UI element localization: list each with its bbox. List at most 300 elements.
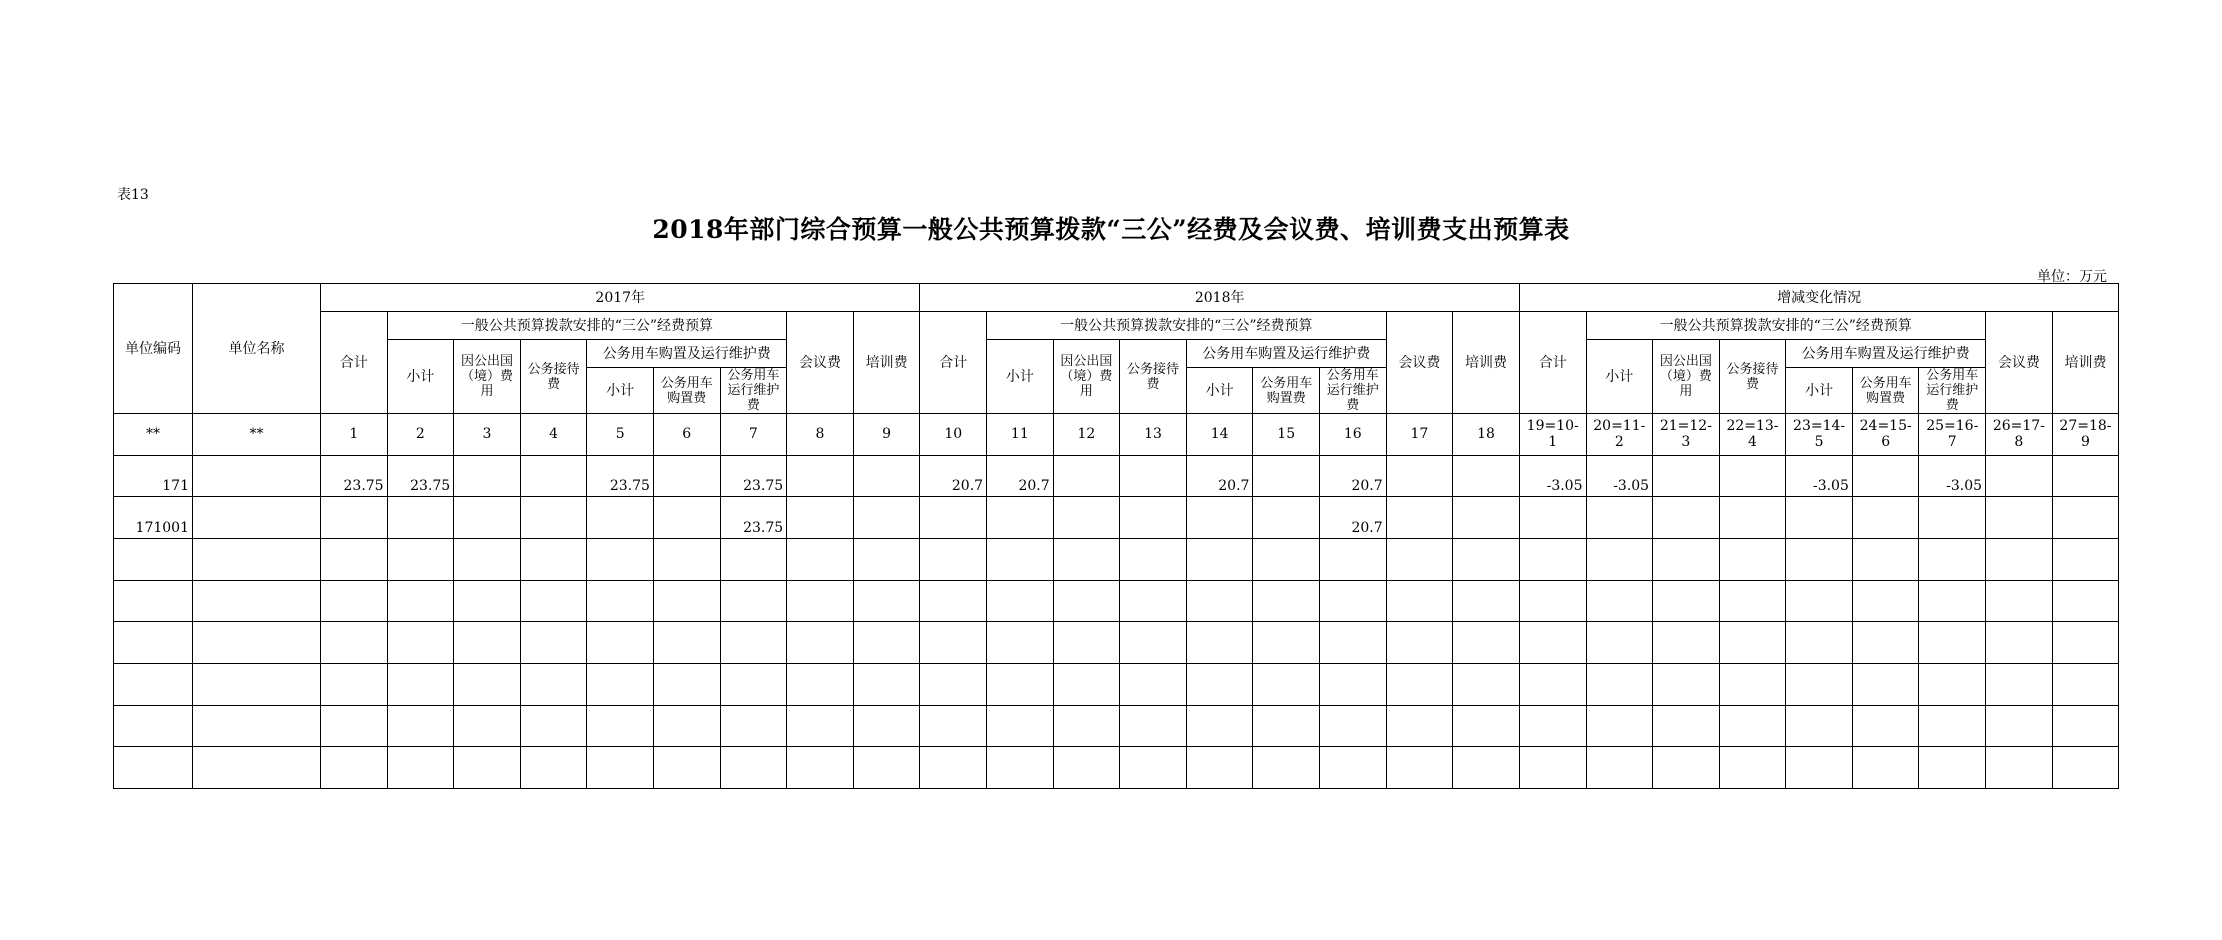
value-cell [1186, 705, 1253, 747]
value-cell [1453, 455, 1520, 497]
header-unit-name: 单位名称 [193, 284, 321, 414]
unit-name-cell [193, 747, 321, 789]
value-cell [1986, 538, 2053, 580]
header-group-change: 增减变化情况 [1519, 284, 2118, 312]
header-subtotal: 小计 [387, 340, 454, 414]
value-cell [987, 622, 1054, 664]
value-cell [1919, 580, 1986, 622]
value-cell [387, 747, 454, 789]
value-cell [1253, 538, 1320, 580]
value-cell [920, 580, 987, 622]
value-cell [1453, 538, 1520, 580]
value-cell [1386, 580, 1453, 622]
index-cell: 1 [321, 414, 388, 456]
header-group-2018: 2018年 [920, 284, 1519, 312]
index-cell: 18 [1453, 414, 1520, 456]
value-cell [720, 747, 787, 789]
value-cell [853, 622, 920, 664]
index-cell: 4 [520, 414, 587, 456]
value-cell [454, 663, 521, 705]
index-cell: 2 [387, 414, 454, 456]
value-cell [1519, 663, 1586, 705]
value-cell [1919, 663, 1986, 705]
value-cell [387, 663, 454, 705]
value-cell [2052, 538, 2119, 580]
value-cell [720, 622, 787, 664]
value-cell [1186, 580, 1253, 622]
header-sangong-budget: 一般公共预算拨款安排的“三公”经费预算 [387, 312, 787, 340]
index-row [114, 414, 2119, 456]
value-cell [387, 580, 454, 622]
value-cell [720, 663, 787, 705]
value-cell [1852, 663, 1919, 705]
header-vehicle-subtotal: 小计 [1186, 368, 1253, 414]
value-cell [2052, 580, 2119, 622]
index-cell: 24=15-6 [1852, 414, 1919, 456]
value-cell [1453, 497, 1520, 539]
index-cell: 23=14-5 [1786, 414, 1853, 456]
value-cell [1253, 747, 1320, 789]
value-cell [787, 455, 854, 497]
value-cell: 23.75 [321, 455, 388, 497]
index-cell: ** [114, 414, 193, 456]
value-cell [520, 580, 587, 622]
header-vehicle-operation: 公务用车运行维护费 [1919, 368, 1986, 414]
value-cell [1653, 455, 1720, 497]
value-cell [1453, 622, 1520, 664]
index-cell: 13 [1120, 414, 1187, 456]
value-cell [1453, 663, 1520, 705]
value-cell [520, 497, 587, 539]
value-cell [853, 705, 920, 747]
value-cell [1986, 622, 2053, 664]
value-cell [454, 705, 521, 747]
value-cell: -3.05 [1519, 455, 1586, 497]
value-cell [1586, 622, 1653, 664]
value-cell [1586, 580, 1653, 622]
index-cell: 20=11-2 [1586, 414, 1653, 456]
value-cell [387, 705, 454, 747]
value-cell [1986, 705, 2053, 747]
unit-code-cell [114, 622, 193, 664]
value-cell [1986, 747, 2053, 789]
value-cell [1386, 663, 1453, 705]
value-cell [1053, 455, 1120, 497]
value-cell [2052, 497, 2119, 539]
table-row [114, 663, 2119, 705]
unit-code-cell: 171001 [114, 497, 193, 539]
value-cell [1053, 580, 1120, 622]
value-cell [1586, 663, 1653, 705]
index-cell: 19=10-1 [1519, 414, 1586, 456]
header-training: 培训费 [2052, 312, 2119, 414]
index-cell: 11 [987, 414, 1054, 456]
value-cell [1120, 705, 1187, 747]
value-cell [1653, 663, 1720, 705]
value-cell [1919, 497, 1986, 539]
value-cell [787, 705, 854, 747]
header-vehicle-purchase: 公务用车购置费 [653, 368, 720, 414]
value-cell: -3.05 [1786, 455, 1853, 497]
table-row [114, 747, 2119, 789]
value-cell [920, 705, 987, 747]
header-abroad: 因公出国（境）费用 [1053, 340, 1120, 414]
index-cell: 6 [653, 414, 720, 456]
value-cell [1586, 747, 1653, 789]
value-cell [1253, 497, 1320, 539]
value-cell [2052, 455, 2119, 497]
header-total: 合计 [920, 312, 987, 414]
value-cell [853, 663, 920, 705]
header-total: 合计 [321, 312, 388, 414]
value-cell [853, 747, 920, 789]
value-cell [920, 663, 987, 705]
value-cell [1719, 455, 1786, 497]
value-cell [2052, 663, 2119, 705]
value-cell [1786, 705, 1853, 747]
value-cell [1653, 538, 1720, 580]
value-cell [987, 747, 1054, 789]
value-cell [1919, 747, 1986, 789]
value-cell [787, 497, 854, 539]
value-cell [520, 747, 587, 789]
value-cell [587, 497, 654, 539]
value-cell [1919, 705, 1986, 747]
value-cell [1120, 497, 1187, 539]
value-cell [653, 455, 720, 497]
value-cell [587, 747, 654, 789]
header-vehicle: 公务用车购置及运行维护费 [1786, 340, 1986, 368]
budget-table [113, 283, 2119, 789]
value-cell [1053, 497, 1120, 539]
value-cell [1653, 497, 1720, 539]
value-cell [1786, 747, 1853, 789]
unit-code-cell [114, 705, 193, 747]
value-cell [1320, 622, 1387, 664]
value-cell [920, 497, 987, 539]
value-cell [1120, 622, 1187, 664]
value-cell [653, 622, 720, 664]
value-cell [1253, 705, 1320, 747]
unit-name-cell [193, 580, 321, 622]
value-cell [1852, 622, 1919, 664]
table-row [114, 455, 2119, 497]
value-cell [1586, 497, 1653, 539]
table-body [114, 414, 2119, 789]
value-cell [787, 663, 854, 705]
value-cell [720, 705, 787, 747]
value-cell [1653, 747, 1720, 789]
value-cell [1852, 455, 1919, 497]
value-cell [1386, 497, 1453, 539]
value-cell [454, 497, 521, 539]
value-cell [920, 538, 987, 580]
value-cell [1719, 705, 1786, 747]
index-cell: 9 [853, 414, 920, 456]
value-cell [1653, 580, 1720, 622]
value-cell [520, 663, 587, 705]
value-cell [987, 705, 1054, 747]
header-vehicle-subtotal: 小计 [1786, 368, 1853, 414]
header-vehicle-operation: 公务用车运行维护费 [720, 368, 787, 414]
unit-code-cell [114, 747, 193, 789]
value-cell [2052, 622, 2119, 664]
value-cell [1053, 622, 1120, 664]
value-cell [587, 580, 654, 622]
unit-name-cell [193, 455, 321, 497]
table-row [114, 538, 2119, 580]
index-cell: 3 [454, 414, 521, 456]
value-cell [1719, 663, 1786, 705]
header-vehicle-subtotal: 小计 [587, 368, 654, 414]
table-row [114, 497, 2119, 539]
header-sangong-budget: 一般公共预算拨款安排的“三公”经费预算 [987, 312, 1387, 340]
header-reception: 公务接待费 [1719, 340, 1786, 414]
value-cell [1719, 497, 1786, 539]
table-row [114, 580, 2119, 622]
index-cell: 22=13-4 [1719, 414, 1786, 456]
value-cell [1519, 705, 1586, 747]
value-cell [1386, 538, 1453, 580]
value-cell [321, 622, 388, 664]
header-meeting: 会议费 [1986, 312, 2053, 414]
value-cell [454, 455, 521, 497]
value-cell [987, 663, 1054, 705]
index-cell: 27=18-9 [2052, 414, 2119, 456]
index-cell: 16 [1320, 414, 1387, 456]
value-cell [321, 538, 388, 580]
value-cell [2052, 705, 2119, 747]
value-cell: 23.75 [720, 455, 787, 497]
value-cell [1120, 538, 1187, 580]
value-cell [1719, 622, 1786, 664]
unit-code-cell [114, 538, 193, 580]
value-cell [787, 538, 854, 580]
value-cell [1919, 622, 1986, 664]
value-cell [1519, 497, 1586, 539]
value-cell [1053, 705, 1120, 747]
value-cell [454, 622, 521, 664]
value-cell [653, 705, 720, 747]
value-cell [321, 705, 388, 747]
value-cell [1786, 580, 1853, 622]
header-meeting: 会议费 [1386, 312, 1453, 414]
value-cell [1653, 705, 1720, 747]
index-cell: 17 [1386, 414, 1453, 456]
header-subtotal: 小计 [987, 340, 1054, 414]
value-cell [321, 497, 388, 539]
index-cell: 10 [920, 414, 987, 456]
page-title: 2018年部门综合预算一般公共预算拨款“三公”经费及会议费、培训费支出预算表 [652, 215, 1570, 244]
value-cell [787, 622, 854, 664]
value-cell [653, 663, 720, 705]
value-cell: 23.75 [587, 455, 654, 497]
value-cell [387, 538, 454, 580]
value-cell [1719, 580, 1786, 622]
value-cell [1519, 580, 1586, 622]
header-reception: 公务接待费 [1120, 340, 1187, 414]
value-cell [387, 497, 454, 539]
value-cell [454, 747, 521, 789]
value-cell [1253, 455, 1320, 497]
value-cell [1053, 747, 1120, 789]
value-cell [720, 538, 787, 580]
value-cell [920, 622, 987, 664]
value-cell [1519, 747, 1586, 789]
value-cell [1386, 455, 1453, 497]
value-cell [587, 622, 654, 664]
value-cell: 23.75 [387, 455, 454, 497]
unit-code-cell: 171 [114, 455, 193, 497]
value-cell [1986, 580, 2053, 622]
value-cell [520, 455, 587, 497]
header-vehicle-purchase: 公务用车购置费 [1253, 368, 1320, 414]
value-cell [1453, 747, 1520, 789]
value-cell [1852, 747, 1919, 789]
value-cell [1986, 455, 2053, 497]
value-cell [587, 663, 654, 705]
value-cell [653, 497, 720, 539]
value-cell [1519, 622, 1586, 664]
value-cell [321, 747, 388, 789]
value-cell [1320, 538, 1387, 580]
value-cell [853, 455, 920, 497]
value-cell: 20.7 [1186, 455, 1253, 497]
header-abroad: 因公出国（境）费用 [454, 340, 521, 414]
header-vehicle-purchase: 公务用车购置费 [1852, 368, 1919, 414]
value-cell: 20.7 [920, 455, 987, 497]
header-meeting: 会议费 [787, 312, 854, 414]
value-cell [920, 747, 987, 789]
header-total: 合计 [1519, 312, 1586, 414]
value-cell [1586, 705, 1653, 747]
value-cell [1786, 538, 1853, 580]
header-subtotal: 小计 [1586, 340, 1653, 414]
unit-name-cell [193, 705, 321, 747]
value-cell [520, 622, 587, 664]
index-cell: 15 [1253, 414, 1320, 456]
value-cell [1453, 580, 1520, 622]
value-cell [987, 580, 1054, 622]
value-cell [1253, 580, 1320, 622]
value-cell [1786, 663, 1853, 705]
value-cell: 20.7 [1320, 455, 1387, 497]
value-cell [1986, 497, 2053, 539]
header-abroad: 因公出国（境）费用 [1653, 340, 1720, 414]
header-training: 培训费 [853, 312, 920, 414]
value-cell: -3.05 [1586, 455, 1653, 497]
value-cell [787, 580, 854, 622]
value-cell [387, 622, 454, 664]
value-cell [1852, 580, 1919, 622]
header-unit-code: 单位编码 [114, 284, 193, 414]
header-vehicle-operation: 公务用车运行维护费 [1320, 368, 1387, 414]
value-cell [1253, 663, 1320, 705]
value-cell [1719, 538, 1786, 580]
table-row [114, 622, 2119, 664]
index-cell: 25=16-7 [1919, 414, 1986, 456]
value-cell [1320, 663, 1387, 705]
value-cell [1852, 705, 1919, 747]
unit-name-cell [193, 497, 321, 539]
value-cell [1186, 538, 1253, 580]
value-cell [987, 538, 1054, 580]
index-cell: 12 [1053, 414, 1120, 456]
value-cell [1320, 705, 1387, 747]
value-cell [1786, 622, 1853, 664]
value-cell [853, 580, 920, 622]
header-vehicle: 公务用车购置及运行维护费 [1186, 340, 1386, 368]
value-cell [787, 747, 854, 789]
header-vehicle: 公务用车购置及运行维护费 [587, 340, 787, 368]
value-cell: 20.7 [1320, 497, 1387, 539]
value-cell [1186, 497, 1253, 539]
unit-label: 单位：万元 [2037, 269, 2107, 285]
value-cell [321, 663, 388, 705]
value-cell [653, 580, 720, 622]
value-cell [1519, 538, 1586, 580]
value-cell [1186, 622, 1253, 664]
header-group-2017: 2017年 [321, 284, 920, 312]
value-cell [1120, 455, 1187, 497]
value-cell [1386, 622, 1453, 664]
value-cell [587, 538, 654, 580]
value-cell [1186, 747, 1253, 789]
index-cell: 8 [787, 414, 854, 456]
value-cell [321, 580, 388, 622]
value-cell [1053, 663, 1120, 705]
value-cell [1320, 580, 1387, 622]
value-cell [653, 747, 720, 789]
index-cell: 14 [1186, 414, 1253, 456]
unit-name-cell [193, 622, 321, 664]
value-cell [1186, 663, 1253, 705]
value-cell [1786, 497, 1853, 539]
value-cell [853, 497, 920, 539]
value-cell [454, 580, 521, 622]
table-number-label: 表13 [117, 187, 149, 203]
unit-name-cell [193, 538, 321, 580]
value-cell [1386, 705, 1453, 747]
value-cell [1852, 538, 1919, 580]
value-cell [1320, 747, 1387, 789]
value-cell [1120, 663, 1187, 705]
value-cell [1986, 663, 2053, 705]
value-cell: 20.7 [987, 455, 1054, 497]
index-cell: 26=17-8 [1986, 414, 2053, 456]
header-sangong-budget: 一般公共预算拨款安排的“三公”经费预算 [1586, 312, 1986, 340]
value-cell [1653, 622, 1720, 664]
value-cell [853, 538, 920, 580]
value-cell [1586, 538, 1653, 580]
table-row [114, 705, 2119, 747]
value-cell [1120, 580, 1187, 622]
value-cell: 23.75 [720, 497, 787, 539]
value-cell [987, 497, 1054, 539]
value-cell [653, 538, 720, 580]
index-cell: 21=12-3 [1653, 414, 1720, 456]
value-cell: -3.05 [1919, 455, 1986, 497]
table-header [114, 284, 2119, 414]
unit-code-cell [114, 580, 193, 622]
value-cell [587, 705, 654, 747]
value-cell [1919, 538, 1986, 580]
index-cell: 7 [720, 414, 787, 456]
value-cell [1386, 747, 1453, 789]
header-training: 培训费 [1453, 312, 1520, 414]
header-reception: 公务接待费 [520, 340, 587, 414]
unit-name-cell [193, 663, 321, 705]
